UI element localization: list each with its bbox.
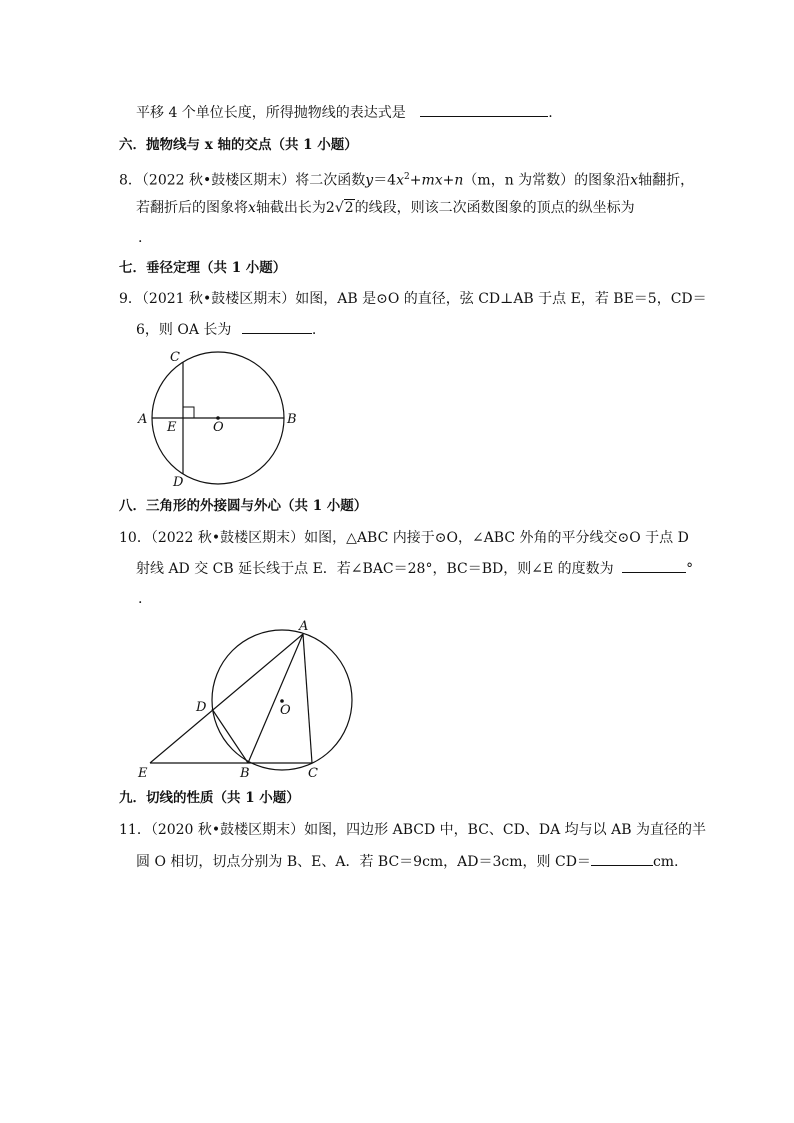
- q9-label-e: E: [167, 420, 177, 435]
- q8-formula-plus1: +: [409, 172, 422, 189]
- q9-text-1: 如图，AB 是⊙O 的直径，弦 CD⊥AB 于点 E，若 BE＝5，CD＝: [295, 291, 707, 307]
- q11-line-2: [136, 853, 679, 871]
- section-8-heading: 八．三角形的外接圆与外心（共 1 小题）: [119, 498, 368, 514]
- q10-segment-ac: [303, 634, 312, 763]
- q11-unit: cm.: [652, 854, 679, 870]
- q9-label-a: A: [138, 412, 148, 427]
- q10-answer-blank[interactable]: [622, 560, 686, 573]
- q8-text-3: 轴翻折，: [638, 172, 695, 189]
- q8-formula-n: n: [454, 172, 464, 189]
- q8-line2-a: 若翻折后的图象将: [136, 200, 248, 216]
- q9-end: .: [311, 322, 317, 338]
- q9-label-o: O: [213, 420, 224, 435]
- q9-source: （2021 秋•鼓楼区期末）: [141, 291, 296, 307]
- q10-segment-ab: [248, 634, 303, 763]
- q8-line2-b: 轴截出长为: [255, 200, 326, 216]
- q9-label-c: C: [170, 350, 180, 365]
- q8-axis-x: x: [630, 172, 639, 189]
- q9-number: 9．: [119, 291, 142, 307]
- q10-label-c: C: [308, 766, 318, 781]
- q8-formula-eq: ＝4: [373, 172, 397, 189]
- q9-label-b: B: [287, 412, 297, 427]
- q7-tail-end: .: [548, 105, 553, 121]
- q8-number: 8．: [119, 172, 142, 189]
- q10-line3: .: [138, 591, 143, 607]
- section-9-heading: 九．切线的性质（共 1 小题）: [119, 790, 300, 806]
- q10-label-d: D: [196, 700, 207, 715]
- q11-answer-blank[interactable]: [591, 853, 653, 866]
- q8-line2-x: x: [248, 200, 256, 216]
- q10-line-3: [138, 590, 142, 608]
- section-7-heading: 七．垂径定理（共 1 小题）: [119, 260, 287, 276]
- q8-formula-exp: 2: [404, 172, 410, 182]
- q10-segment-db: [212, 709, 248, 763]
- q8-formula-y: y: [365, 172, 374, 189]
- q8-source: （2022 秋•鼓楼区期末）: [141, 172, 296, 189]
- q8-formula-plus2: +: [442, 172, 455, 189]
- q9-right-angle-mark: [183, 407, 194, 418]
- q8-sqrt-radicand: 2: [344, 200, 354, 216]
- q9-text-2: 6，则 OA 长为: [136, 322, 232, 338]
- q10-label-e: E: [138, 766, 148, 781]
- q10-number: 10．: [119, 530, 151, 546]
- q10-label-a: A: [299, 619, 309, 634]
- q11-text-1: 如图，四边形 ABCD 中，BC、CD、DA 均与以 AB 为直径的半: [304, 822, 706, 838]
- q10-label-b: B: [240, 766, 250, 781]
- q7-tail-text: 平移 4 个单位长度，所得抛物线的表达式是: [136, 105, 406, 121]
- q11-number: 11．: [119, 822, 151, 838]
- q11-source: （2020 秋•鼓楼区期末）: [150, 822, 305, 838]
- q8-text-1: 将二次函数: [295, 172, 366, 189]
- q10-line-2: [136, 560, 693, 578]
- q8-formula-mx: mx: [421, 172, 443, 189]
- q10-source: （2022 秋•鼓楼区期末）: [150, 530, 305, 546]
- q9-label-d: D: [173, 475, 184, 490]
- q10-line-1: [119, 529, 689, 547]
- q8-sqrt-coef: 2: [325, 200, 335, 216]
- q11-line-1: [119, 821, 706, 839]
- q8-sqrt: √2: [334, 200, 354, 216]
- q8-line3: .: [138, 230, 143, 246]
- q10-label-o: O: [280, 703, 291, 718]
- q10-degree: °: [686, 561, 694, 577]
- q8-line2-c: 的线段，则该二次函数图象的顶点的纵坐标为: [354, 200, 635, 216]
- q11-text-2: 圆 O 相切，切点分别为 B、E、A．若 BC＝9cm，AD＝3cm，则 CD＝: [136, 854, 591, 870]
- q10-text-1: 如图，△ABC 内接于⊙O，∠ABC 外角的平分线交⊙O 于点 D: [304, 530, 689, 546]
- section-6-heading: 六．抛物线与 x 轴的交点（共 1 小题）: [119, 137, 358, 153]
- q10-ray-ea: [150, 634, 303, 763]
- q8-formula-x: x: [396, 172, 405, 189]
- q10-text-2: 射线 AD 交 CB 延长线于点 E．若∠BAC＝28°，BC＝BD，则∠E 的度数为: [136, 561, 614, 577]
- q8-text-2: （m，n 为常数）的图象沿: [463, 172, 631, 189]
